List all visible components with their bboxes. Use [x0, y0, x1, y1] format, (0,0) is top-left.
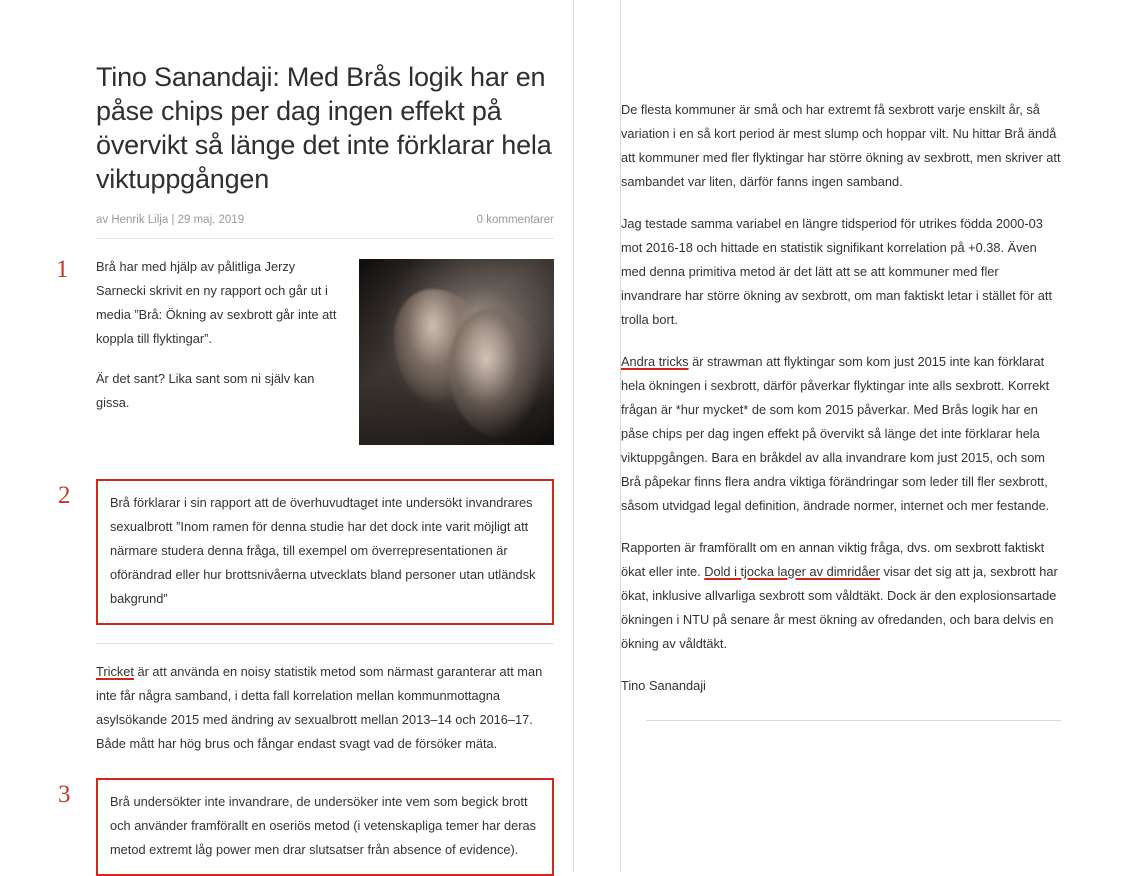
quote-paragraph: Brå förklarar i sin rapport att de överhuvudtaget inte undersökt invandrares sexualbrott ”Inom ramen för denna studie har det dock inte varit möjligt att närmare studera denna fråga, till exempel om överrepresentationen är oförändrad eller hur brottsnivåerna utvecklats bland personer utan utländsk bakgrund”	[110, 495, 536, 606]
right-paragraph-3-rest: är strawman att flyktingar som kom just 2015 inte kan förklarat hela ökningen i sexbrott, därför påverkar flyktingar inte alls sexbrott. Korrekt frågan är *hur mycket* de som kom 2015 påverkar. Med Brås logik har en påse chips per dag ingen effekt på övervikt så länge det inte förklarar hela viktuppgången. Bara en bråkdel av alla invandrare kom just 2015, och som Brå påpekar finns flera andra viktiga förändringar som leder till fler sexbrott, såsom utvidgad legal definition, ändrade normer, internet och mer festande.	[621, 354, 1050, 513]
method-paragraph: Brå undersökter inte invandrare, de undersöker inte vem som begick brott och använder framförallt en oseriös metod (i vetenskapliga temer har deras metod extremt låg power men drar slutsatser från absence of evidence).	[110, 794, 537, 857]
intro-paragraph-1: Brå har med hjälp av pålitliga Jerzy Sarnecki skrivit en ny rapport och går ut i media ”Brå: Ökning av sexbrott går inte att koppla till flyktingar”.	[96, 259, 337, 346]
article-photo	[359, 259, 554, 445]
byline-row	[96, 214, 554, 239]
right-paragraph-3	[621, 350, 1061, 518]
trick-paragraph	[96, 660, 554, 756]
annotation-marker-3: 3	[58, 781, 71, 808]
byline-author-date: av Henrik Lilja | 29 maj, 2019	[96, 214, 245, 226]
comments-count[interactable]: 0 kommentarer	[476, 214, 554, 226]
right-paragraph-4	[621, 536, 1061, 656]
column-divider-left	[573, 0, 574, 872]
trick-block	[96, 643, 554, 756]
right-paragraph-1: De flesta kommuner är små och har extremt få sexbrott varje enskilt år, så variation i en så kort period är mest slump och hoppar vilt. Nu hittar Brå ändå att kommuner med fler flyktingar har större ökning av sexbrott, men skriver att sambandet var liten, därför fanns ingen samband.	[621, 102, 1061, 189]
annotation-marker-1: 1	[56, 256, 69, 283]
trick-link[interactable]: Tricket	[96, 664, 134, 679]
annotation-marker-2: 2	[58, 482, 71, 509]
author-signature: Tino Sanandaji	[621, 678, 706, 693]
andra-tricks-link[interactable]: Andra tricks	[621, 354, 689, 369]
right-article-column	[621, 0, 1130, 872]
right-paragraph-4-rest: visar det sig att ja, sexbrott har ökat, inklusive allvarliga sexbrott som våldtäkt. Dock är den explosionsartade ökningen i NTU på senare år mest ökning av ofredanden, och bara delvis en ökning av våldtäkt.	[621, 564, 1058, 651]
page-title: Tino Sanandaji: Med Brås logik har en påse chips per dag ingen effekt på övervikt så länge det inte förklarar hela viktuppgången	[96, 62, 552, 194]
right-paragraph-2: Jag testade samma variabel en längre tidsperiod för utrikes födda 2000-03 mot 2016-18 och hittade en statistik signifikant korrelation på +0.38. Även med denna primitiva metod är det lätt att se att kommuner med fler invandrare har större ökning av sexbrott, om man faktiskt letar i stället för att trolla bort.	[621, 216, 1053, 327]
intro-paragraph-2: Är det sant? Lika sant som ni själv kan gissa.	[96, 371, 315, 410]
left-article-column	[56, 0, 562, 872]
highlighted-quote-block	[58, 479, 554, 625]
right-paragraph-4-start: Rapporten är framförallt om en annan viktig fråga, dvs. om sexbrott faktiskt ökat eller inte.	[621, 540, 1045, 579]
section-divider	[646, 720, 1061, 721]
highlighted-method-block	[58, 778, 554, 876]
dimridaer-link[interactable]: Dold i tjocka lager av dimridåer	[704, 564, 880, 579]
intro-block	[56, 255, 554, 465]
trick-paragraph-rest: är att använda en noisy statistik metod som närmast garanterar att man inte får några samband, i detta fall korrelation mellan kommunmottagna asylsökande 2015 med ändring av sexualbrott mellan 2013–14 och 2016–17. Både mått har hög brus och fångar endast svagt vad de försöker mäta.	[96, 664, 543, 751]
